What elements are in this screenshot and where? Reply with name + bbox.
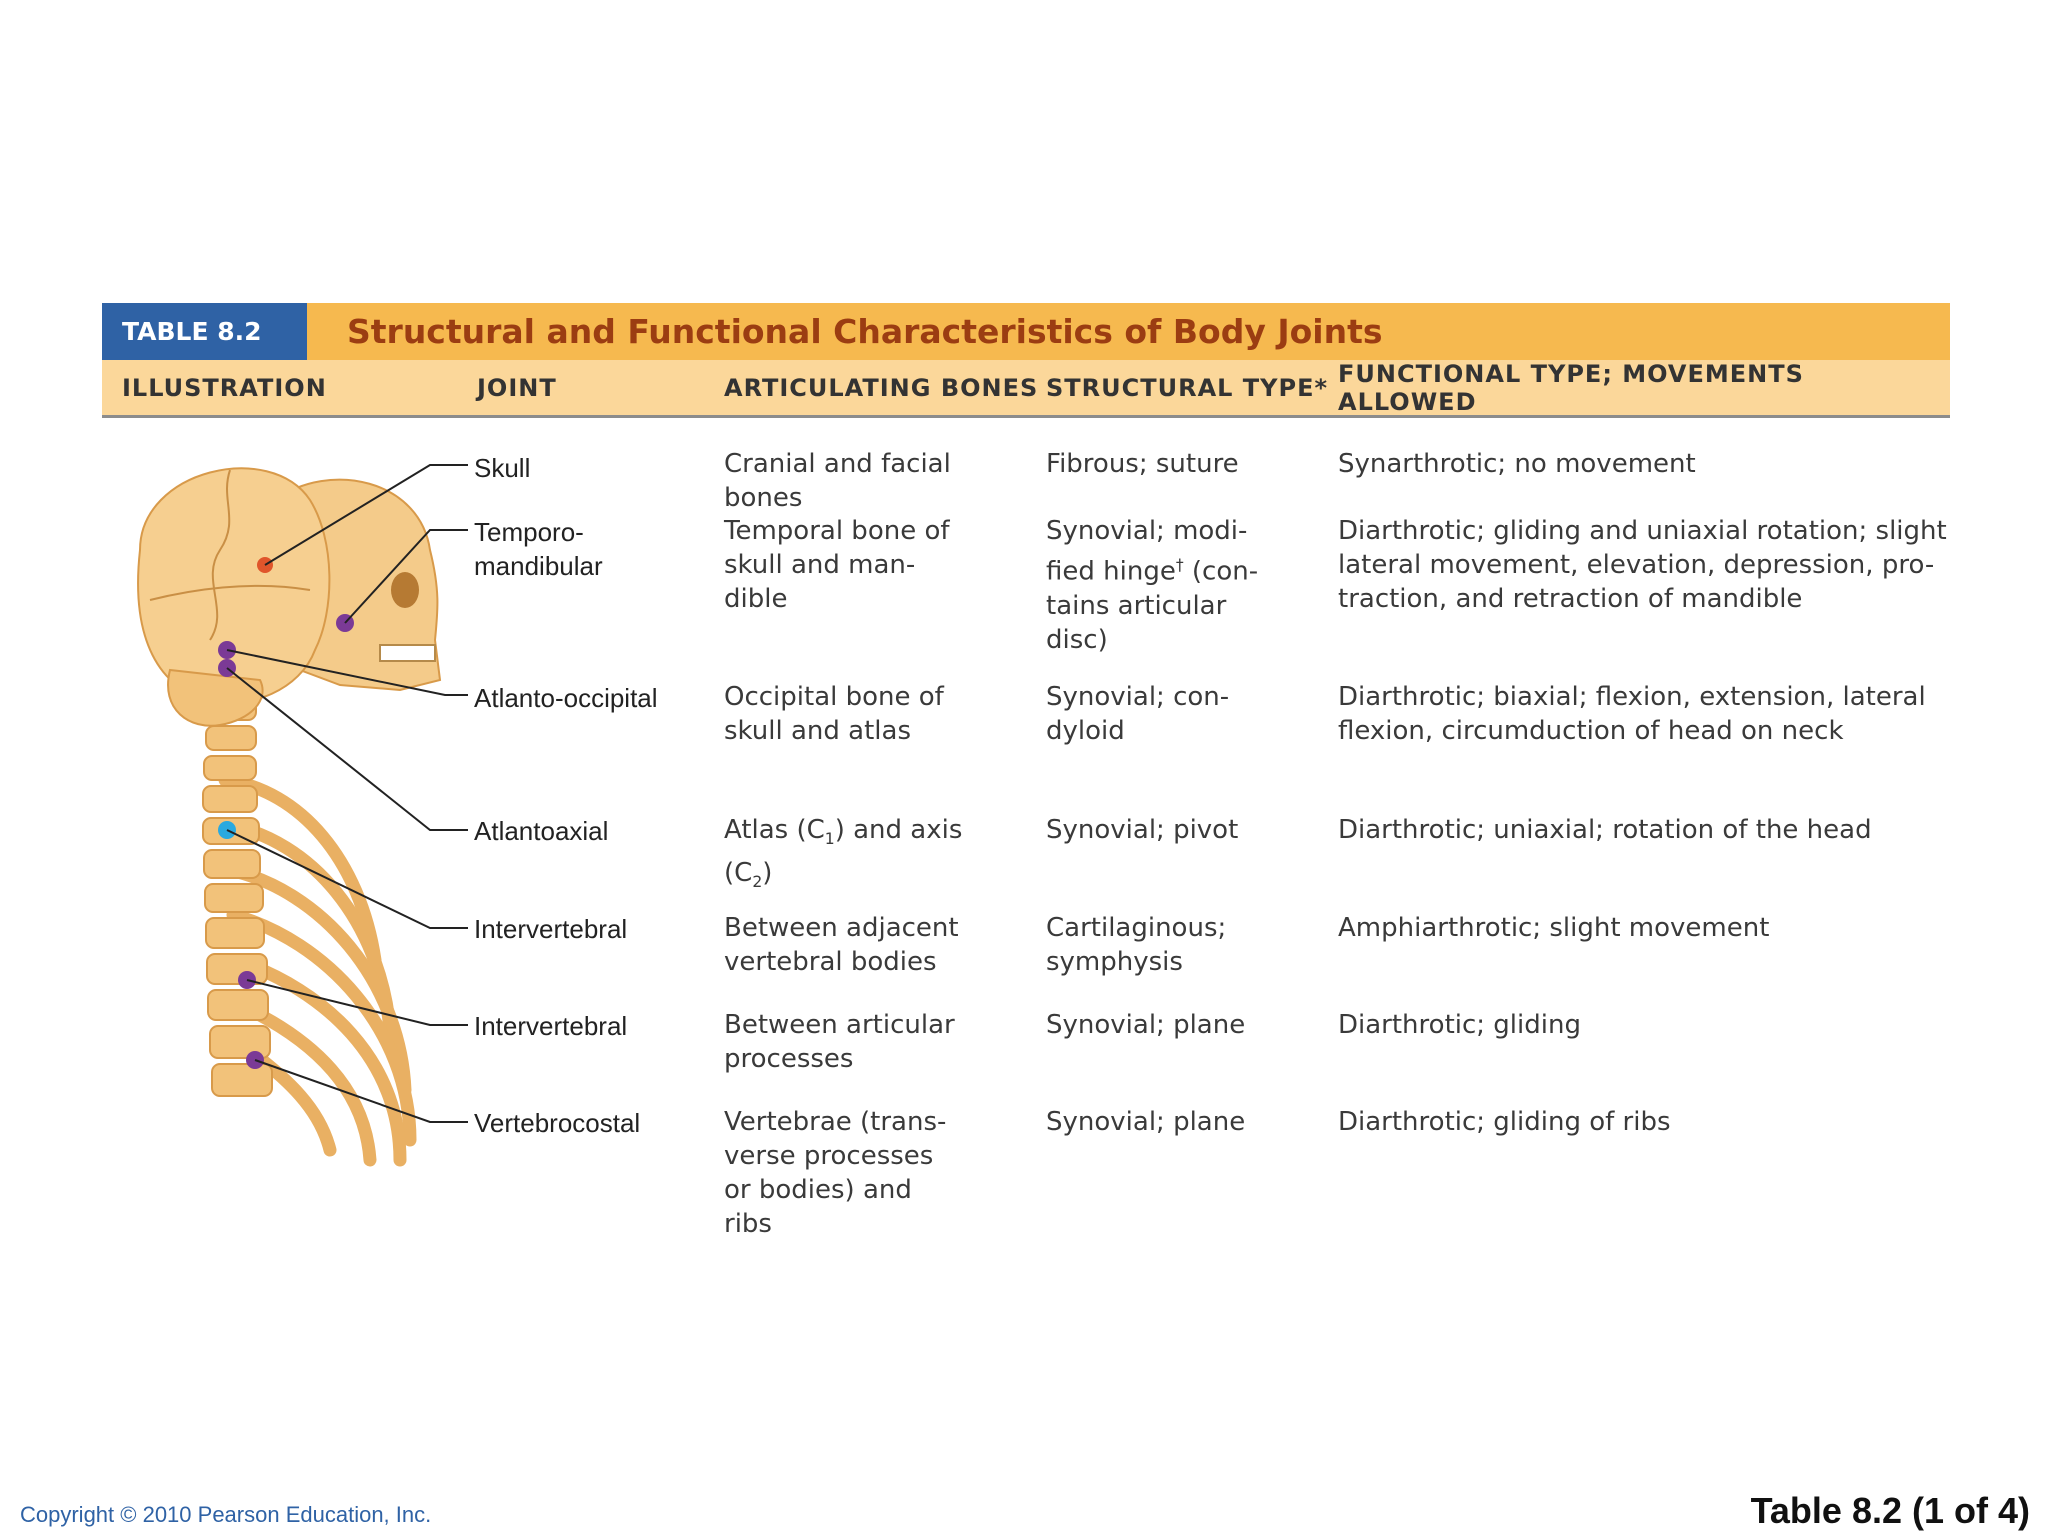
- header-structural-type: STRUCTURAL TYPE*: [1046, 373, 1329, 402]
- header-illustration: ILLUSTRATION: [122, 373, 327, 402]
- functional-atlanto-occipital: Diarthrotic; biaxial; flexion, extension, lateral flexion, circumduction of head on neck: [1338, 682, 1926, 746]
- bones-atlanto-occipital: Occipital bone of skull and atlas: [724, 682, 944, 746]
- joint-atlantoaxial: Atlantoaxial: [474, 816, 609, 846]
- skull-front-illustration: [138, 468, 329, 725]
- page-label: Table 8.2 (1 of 4): [1750, 1490, 2030, 1531]
- table-number-label: TABLE 8.2: [102, 303, 307, 360]
- header-functional-type: FUNCTIONAL TYPE; MOVEMENTS ALLOWED: [1338, 359, 1804, 416]
- functional-intervertebral-processes: Diarthrotic; gliding: [1338, 1010, 1581, 1040]
- table-header-row: [102, 360, 1950, 418]
- functional-skull: Synarthrotic; no movement: [1338, 449, 1696, 479]
- joint-intervertebral-processes: Intervertebral: [474, 1011, 628, 1041]
- joints-table: [102, 303, 1950, 418]
- structural-atlantoaxial: Synovial; pivot: [1046, 815, 1239, 845]
- joint-intervertebral-bodies: Intervertebral: [474, 914, 628, 944]
- functional-atlantoaxial: Diarthrotic; uniaxial; rotation of the head: [1338, 815, 1872, 845]
- structural-atlanto-occipital: Synovial; con-dyloid: [1046, 682, 1230, 746]
- bones-atlantoaxial: Atlas $(C_1)$ and axis $(C_2)$: [724, 815, 963, 892]
- structural-skull: Fibrous; suture: [1046, 449, 1239, 479]
- table-title: Structural and Functional Characteristics of Body Joints: [347, 312, 1383, 351]
- bones-vertebrocostal: Vertebrae (trans-verse processes or bodies) and ribs: [724, 1107, 947, 1239]
- joint-atlanto-occipital: Atlanto-occipital: [474, 683, 658, 713]
- functional-intervertebral-bodies: Amphiarthrotic; slight movement: [1338, 913, 1770, 943]
- functional-vertebrocostal: Diarthrotic; gliding of ribs: [1338, 1107, 1671, 1137]
- joint-temporomandibular: Temporo-mandibular: [474, 517, 603, 581]
- structural-intervertebral-processes: Synovial; plane: [1046, 1010, 1246, 1040]
- table-title-bar: [102, 303, 1950, 360]
- structural-intervertebral-bodies: Cartilaginous; symphysis: [1046, 913, 1227, 977]
- bones-skull: Cranial and facial bones: [724, 449, 951, 513]
- skeleton-illustration: [100, 440, 500, 1180]
- joint-skull: Skull: [474, 453, 531, 483]
- bones-intervertebral-processes: Between articular processes: [724, 1010, 955, 1074]
- bones-intervertebral-bodies: Between adjacent vertebral bodies: [724, 913, 959, 977]
- joint-vertebrocostal: Vertebrocostal: [474, 1108, 641, 1138]
- copyright-text: Copyright © 2010 Pearson Education, Inc.: [20, 1502, 432, 1527]
- header-joint: JOINT: [477, 373, 557, 402]
- header-articulating-bones: ARTICULATING BONES: [724, 373, 1039, 402]
- bones-temporomandibular: Temporal bone of skull and man-dible: [724, 516, 950, 614]
- structural-vertebrocostal: Synovial; plane: [1046, 1107, 1246, 1137]
- structural-temporomandibular: Synovial; modi-fied hinge† (con-tains articular disc): [1046, 516, 1259, 655]
- functional-temporomandibular: Diarthrotic; gliding and uniaxial rotation; slight lateral movement, elevation, depression, pro-traction, and retraction of mandible: [1338, 516, 1947, 614]
